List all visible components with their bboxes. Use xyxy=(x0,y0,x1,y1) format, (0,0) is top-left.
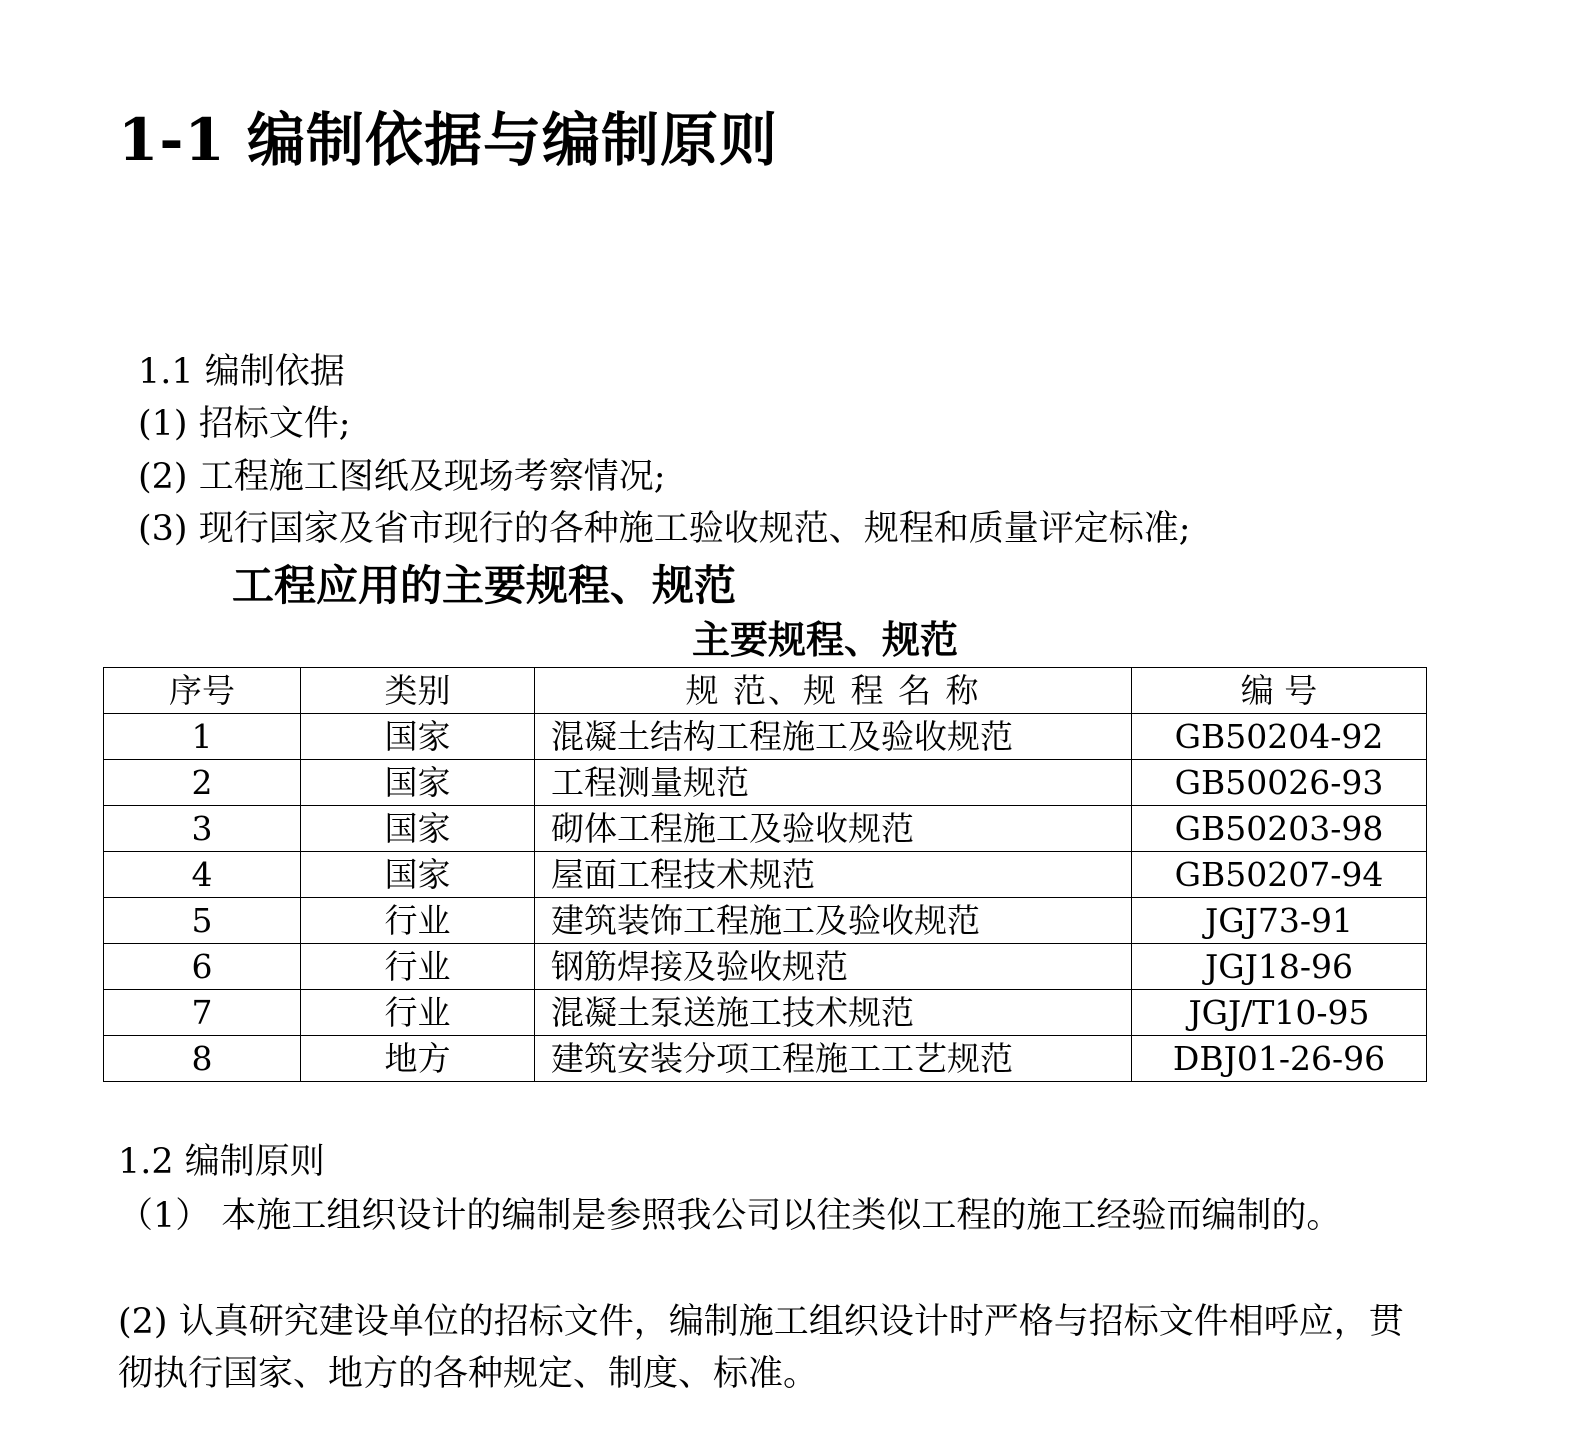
cell-name: 建筑安装分项工程施工工艺规范 xyxy=(535,1036,1132,1082)
standards-subtitle: 工程应用的主要规程、规范 xyxy=(232,561,737,610)
cell-seq: 8 xyxy=(104,1036,301,1082)
section-heading-principles: 1.2 编制原则 xyxy=(118,1142,325,1182)
cell-name: 建筑装饰工程施工及验收规范 xyxy=(535,898,1132,944)
cell-category: 地方 xyxy=(301,1036,535,1082)
cell-code: GB50026-93 xyxy=(1132,760,1427,806)
cell-code: GB50207-94 xyxy=(1132,852,1427,898)
principle-item-1: （1） 本施工组织设计的编制是参照我公司以往类似工程的施工经验而编制的。 xyxy=(118,1196,1342,1236)
cell-code: JGJ/T10-95 xyxy=(1132,990,1427,1036)
table-row xyxy=(104,714,1427,760)
cell-seq: 7 xyxy=(104,990,301,1036)
basis-item-1: (1) 招标文件; xyxy=(138,404,351,444)
cell-code: GB50203-98 xyxy=(1132,806,1427,852)
cell-name: 砌体工程施工及验收规范 xyxy=(535,806,1132,852)
cell-category: 国家 xyxy=(301,852,535,898)
basis-item-3: (3) 现行国家及省市现行的各种施工验收规范、规程和质量评定标准; xyxy=(138,509,1191,549)
cell-seq: 5 xyxy=(104,898,301,944)
cell-code: DBJ01-26-96 xyxy=(1132,1036,1427,1082)
table-row xyxy=(104,944,1427,990)
cell-category: 国家 xyxy=(301,760,535,806)
cell-code: JGJ73-91 xyxy=(1132,898,1427,944)
header-name: 规 范、规 程 名 称 xyxy=(535,668,1132,714)
table-row xyxy=(104,898,1427,944)
cell-category: 行业 xyxy=(301,990,535,1036)
cell-category: 国家 xyxy=(301,806,535,852)
header-seq: 序号 xyxy=(104,668,301,714)
table-row xyxy=(104,990,1427,1036)
section-heading-basis: 1.1 编制依据 xyxy=(138,352,345,392)
cell-code: GB50204-92 xyxy=(1132,714,1427,760)
cell-seq: 6 xyxy=(104,944,301,990)
cell-name: 混凝土结构工程施工及验收规范 xyxy=(535,714,1132,760)
table-row xyxy=(104,806,1427,852)
cell-code: JGJ18-96 xyxy=(1132,944,1427,990)
cell-name: 混凝土泵送施工技术规范 xyxy=(535,990,1132,1036)
page-title: 1-1 编制依据与编制原则 xyxy=(118,106,778,174)
cell-name: 屋面工程技术规范 xyxy=(535,852,1132,898)
cell-name: 钢筋焊接及验收规范 xyxy=(535,944,1132,990)
cell-category: 行业 xyxy=(301,944,535,990)
table-header-row xyxy=(104,668,1427,714)
cell-name: 工程测量规范 xyxy=(535,760,1132,806)
cell-seq: 2 xyxy=(104,760,301,806)
basis-item-2: (2) 工程施工图纸及现场考察情况; xyxy=(138,457,666,497)
header-category: 类别 xyxy=(301,668,535,714)
cell-category: 行业 xyxy=(301,898,535,944)
table-row xyxy=(104,1036,1427,1082)
table-row xyxy=(104,852,1427,898)
principle-item-2: (2) 认真研究建设单位的招标文件，编制施工组织设计时严格与招标文件相呼应，贯彻执行国家、地方的各种规定、制度、标准。 xyxy=(118,1302,1404,1394)
cell-seq: 4 xyxy=(104,852,301,898)
standards-table xyxy=(103,667,1427,1082)
table-row xyxy=(104,760,1427,806)
cell-seq: 3 xyxy=(104,806,301,852)
cell-category: 国家 xyxy=(301,714,535,760)
cell-seq: 1 xyxy=(104,714,301,760)
header-code: 编 号 xyxy=(1132,668,1427,714)
table-caption: 主要规程、规范 xyxy=(692,617,959,662)
